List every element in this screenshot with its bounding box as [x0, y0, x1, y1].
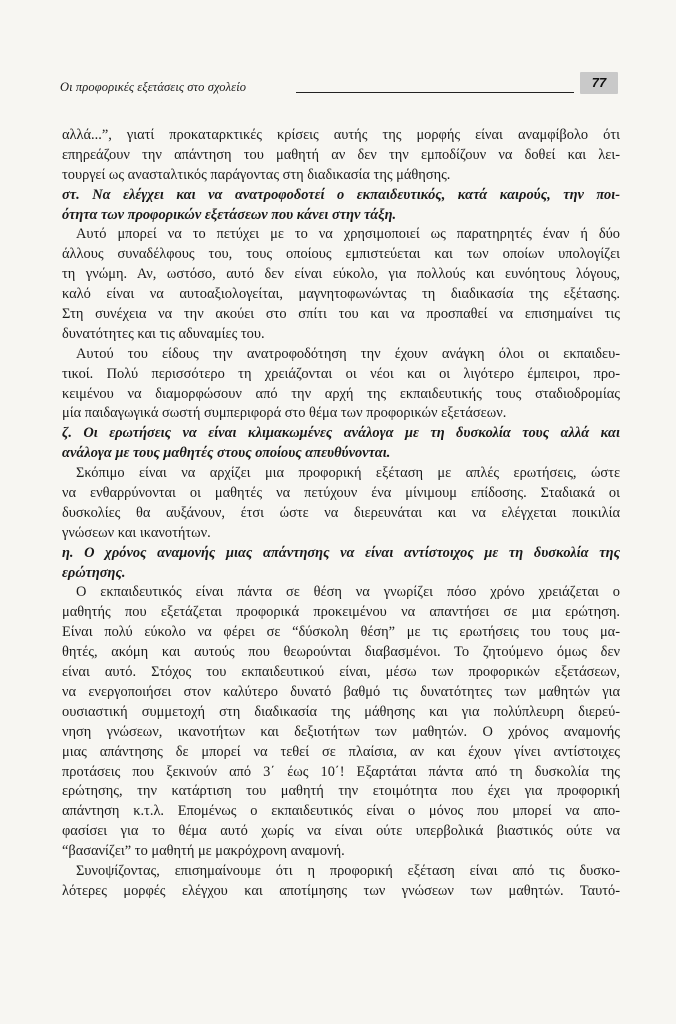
running-title: Οι προφορικές εξετάσεις στο σχολείο — [60, 80, 247, 94]
text-line: Είναι πολύ εύκολο να φέρει σε “δύσκολη θέση” με τις ερωτήσεις του τους μα- — [62, 624, 620, 641]
text-line: λότερες μορφές ελέγχου και αποτίμησης των γνώσεων των μαθητών. Ταυτό- — [62, 882, 620, 899]
text-line: ουσιαστική συμμετοχή στη διαδικασία της μάθησης και για πολύπλευρη διερεύ- — [62, 703, 620, 720]
section-heading-line: ανάλογα με τους μαθητές στους οποίους απευθύνονται. — [62, 445, 391, 462]
text-line: ερώτησης, την κατάρτιση του μαθητή την ετοιμότητα που έχει για προφορική — [62, 783, 620, 800]
text-line: φασίσει για το θέμα αυτό χωρίς να είναι ούτε υπερβολικά βιαστικός ούτε να — [62, 823, 620, 840]
text-line: καλό είναι να αυτοαξιολογείται, μαγνητοφωνώντας τη διαδικασία της εξέτασης. — [62, 286, 620, 303]
text-line: Σκόπιμο είναι να αρχίζει μια προφορική εξέταση με απλές ερωτήσεις, ώστε — [76, 465, 620, 482]
text-line: Ο εκπαιδευτικός είναι πάντα σε θέση να γνωρίζει πόσο χρόνο χρειάζεται ο — [76, 584, 620, 601]
text-line: μαθητής που εξετάζεται προφορικά προκειμένου να απαντήσει σε μια ερώτηση. — [62, 604, 620, 621]
text-line: είναι αυτό. Στόχος του εκπαιδευτικού είναι, μέσω των προφορικών εξετάσεων, — [62, 664, 620, 681]
text-line: νηση γνώσεων, ικανοτήτων και δεξιοτήτων των μαθητών. Ο χρόνος αναμονής — [62, 723, 620, 740]
section-heading-line: η. Ο χρόνος αναμονής μιας απάντησης να είναι αντίστοιχος με τη δυσκολία της — [62, 544, 620, 561]
body-text — [62, 126, 620, 902]
text-line: άλλους συναδέλφους του, τους οποίους εμπιστεύεται και των οποίων υπολογίζει — [62, 246, 620, 263]
text-line: τουργεί ως ανασταλτικός παράγοντας στη διαδικασία της μάθησης. — [62, 166, 451, 183]
text-line: δυσκολίες θα αυξάνουν, έτσι ώστε να διερευνάται και να ελέγχεται ποικιλία — [62, 504, 620, 521]
text-line: τη γνώμη. Αν, ωστόσο, αυτό δεν είναι εύκολο, για πολλούς και ευνόητους λόγους, — [62, 266, 620, 283]
text-line: Αυτού του είδους την ανατροφοδότηση την έχουν ανάγκη όλοι οι εκπαιδευ- — [76, 345, 620, 362]
text-line: κειμένου να διαμορφώσουν από την αρχή της εκπαιδευτικής τους σταδιοδρομίας — [62, 385, 620, 402]
section-heading-line: ότητα των προφορικών εξετάσεων που κάνει στην τάξη. — [62, 206, 397, 223]
page-number: 77 — [580, 72, 618, 94]
page-header — [60, 72, 620, 102]
section-heading-line: ερώτησης. — [62, 564, 126, 581]
header-rule — [296, 92, 574, 93]
text-line: Συνοψίζοντας, επισημαίνουμε ότι η προφορική εξέταση είναι από τις δυσκο- — [76, 862, 620, 879]
text-line: θητές, ακόμη και αυτούς που θεωρούνται διαβασμένοι. Το ζητούμενο όμως δεν — [62, 644, 620, 661]
text-line: να ενθαρρύνονται οι μαθητές να πετύχουν ένα μίνιμουμ επίδοσης. Σταδιακά οι — [62, 485, 620, 502]
section-heading-line: στ. Να ελέγχει και να ανατροφοδοτεί ο εκπαιδευτικός, κατά καιρούς, την ποι- — [62, 186, 620, 203]
text-line: επηρεάζουν την απάντηση του μαθητή αν δεν την εμποδίζουν να δοθεί και λει- — [62, 146, 620, 163]
text-line: μιας απάντησης δε μπορεί να τεθεί σε πλαίσια, αν και έχουν γίνει αντίστοιχες — [62, 743, 620, 760]
text-line: δυνατότητες και τις αδυναμίες του. — [62, 325, 265, 342]
text-line: Αυτό μπορεί να το πετύχει με το να χρησιμοποιεί ως παρατηρητές έναν ή δύο — [76, 226, 620, 243]
text-line: Στη συνέχεια να την ακούει στο σπίτι του και να προσπαθεί να επισημαίνει τις — [62, 306, 620, 323]
text-line: αλλά...”, γιατί προκαταρκτικές κρίσεις αυτής της μορφής είναι αναμφίβολο ότι — [62, 127, 620, 143]
text-line: απάντηση κ.τ.λ. Επομένως ο εκπαιδευτικός είναι ο μόνος που μπορεί να απο- — [62, 803, 620, 820]
text-line: προτάσεις που ξεκινούν από 3΄ έως 10΄! Εξαρτάται πάντα από τη δυσκολία της — [62, 763, 620, 780]
text-line: να ενεργοποιήσει στον καλύτερο δυνατό βαθμό τις δυνατότητες των μαθητών για — [62, 683, 620, 700]
text-line: τικοί. Πολύ περισσότερο τη χρειάζονται οι νέοι και οι λιγότερο έμπειροι, προ- — [62, 365, 620, 382]
text-line: μία παιδαγωγικά σωστή συμπεριφορά στο θέμα των προφορικών εξετάσεων. — [62, 405, 507, 422]
section-heading-line: ζ. Οι ερωτήσεις να είναι κλιμακωμένες ανάλογα με τη δυσκολία τους αλλά και — [62, 425, 620, 442]
text-line: γνώσεων και ικανοτήτων. — [62, 524, 211, 541]
text-line: “βασανίζει” το μαθητή με μακρόχρονη αναμονή. — [62, 843, 345, 860]
